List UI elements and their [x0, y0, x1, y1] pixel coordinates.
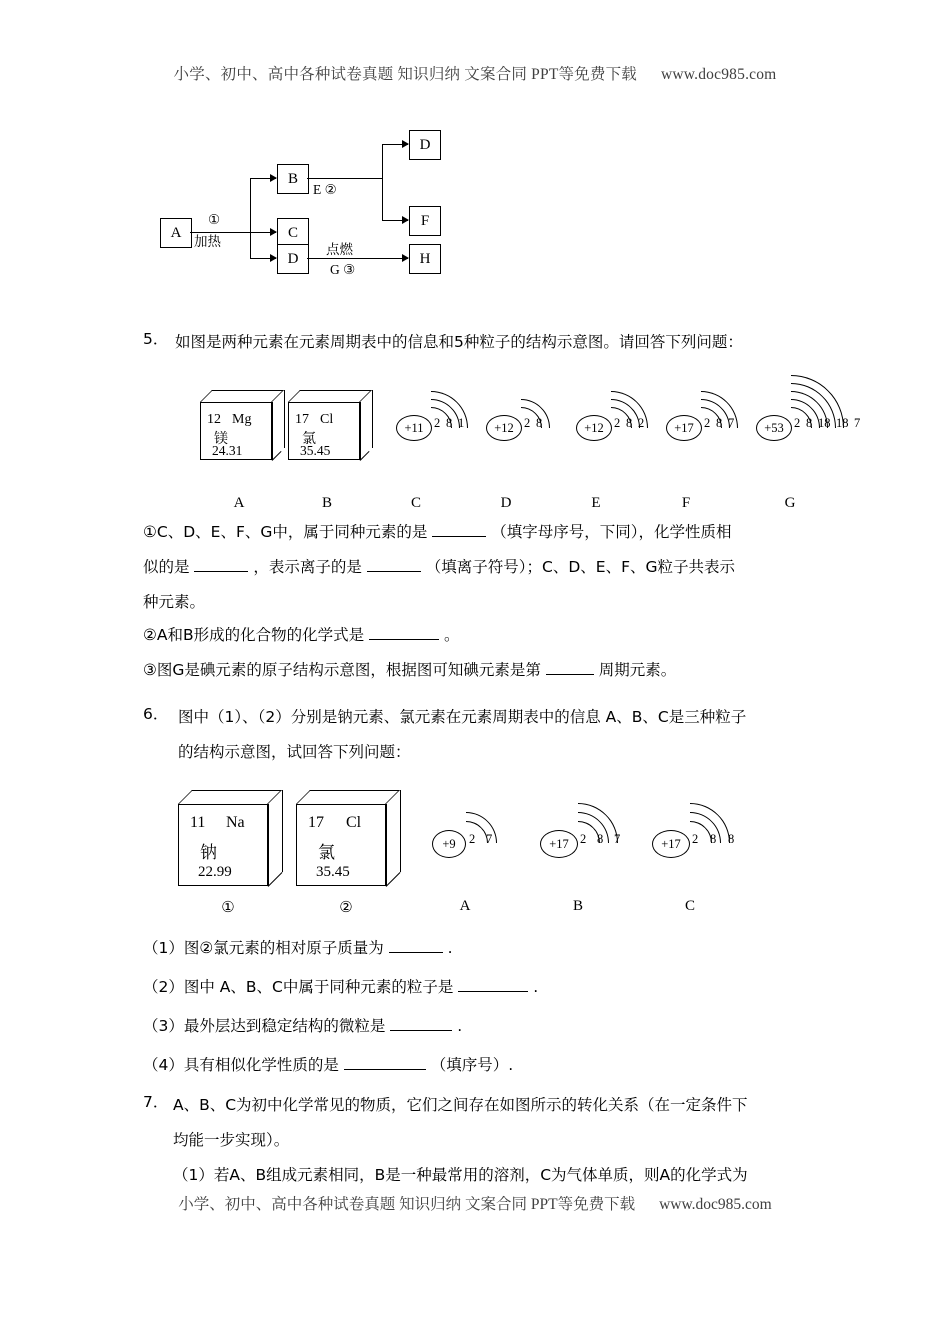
q5-atom-f-shell1: 8 [716, 416, 723, 430]
q6-atom-c-nucleus: +17 [652, 830, 690, 858]
q5-caption-b: B [321, 495, 332, 511]
q5-atom-g-shell3: 18 [836, 416, 849, 430]
q6-card0-number: 11 [190, 814, 206, 831]
q6-atom-b [540, 800, 650, 900]
q5-atom-e-shell0: 2 [614, 416, 621, 430]
watermark-bottom [0, 1192, 950, 1214]
q5-blank-3[interactable] [367, 557, 421, 572]
q5-card0-symbol: Mg [232, 412, 252, 427]
q5-sub2-text-b: 。 [444, 626, 460, 644]
q5-sub1-text-a: ①C、D、E、F、G中，属于同种元素的是 [143, 523, 428, 541]
q5-number: 5． [143, 330, 169, 348]
flow-arrow-d [270, 254, 277, 262]
q5-atom-e-nucleus: +12 [576, 415, 612, 441]
q5-stem: 如图是两种元素在元素周期表中的信息和5种粒子的结构示意图。请回答下列问题： [175, 333, 743, 351]
q5-atom-g-nucleus: +53 [756, 415, 792, 441]
flow-box-c: C [277, 218, 309, 248]
q6-card1-number: 17 [308, 814, 324, 831]
q7-stem-line1: A、B、C为初中化学常见的物质，它们之间存在如图所示的转化关系（在一定条件下 [173, 1096, 748, 1114]
q5-blank-2[interactable] [194, 557, 248, 572]
q6-atom-b-shell0: 2 [580, 832, 587, 846]
q6-number: 6． [143, 705, 169, 723]
q6-atom-a-shell1: 7 [486, 832, 493, 846]
q5-atom-d-shell1: 8 [536, 416, 543, 430]
q5-card0-name: 镁 [214, 431, 228, 447]
flow-arrow-d2 [402, 140, 409, 148]
flow-line-b-right [307, 178, 382, 179]
q5-caption-a: A [233, 495, 245, 511]
q6-card1-name: 氯 [318, 843, 335, 863]
q6-sub4 [143, 1050, 883, 1081]
q5-sub2-text-a: ②A和B形成的化合物的化学式是 [143, 626, 365, 644]
q6-blank-2[interactable] [458, 977, 528, 992]
q5-atom-f-shell0: 2 [704, 416, 711, 430]
q6-sub3 [143, 1011, 883, 1042]
q5-sub1-text-e: （填离子符号）；C、D、E、F、G粒子共表示 [425, 558, 736, 576]
q6-caption-a: A [459, 898, 471, 914]
flow-box-b: B [277, 164, 309, 194]
q5-sub1-text-d: ，表示离子的是 [253, 558, 362, 576]
q6-element-card-na [178, 790, 288, 900]
q5-atom-d-nucleus: +12 [486, 415, 522, 441]
q5-atom-e [576, 375, 668, 485]
q5-caption-e: E [591, 495, 601, 511]
q6-blank-3[interactable] [390, 1016, 452, 1031]
q6-atom-a-nucleus: +9 [432, 830, 466, 858]
q7-number: 7． [143, 1093, 169, 1111]
q6-sub1-text-a: （1）图②氯元素的相对原子质量为 [143, 939, 384, 957]
q5-element-card-cl [288, 390, 378, 470]
q5-atom-g-shell4: 7 [854, 416, 861, 430]
q6-atom-b-shell2: 7 [614, 832, 621, 846]
q6-card0-symbol: Na [226, 814, 245, 831]
q5-card0-mass: 24.31 [212, 443, 243, 458]
q5-atom-c-shell0: 2 [434, 416, 441, 430]
q5-sub2 [143, 620, 883, 651]
flow-box-d1: D [277, 244, 309, 274]
q5-sub1-line1 [143, 517, 883, 548]
q5-element-card-mg [200, 390, 290, 470]
q6-sub4-text-b: （填序号）. [430, 1056, 514, 1074]
watermark-bottom-text: 小学、初中、高中各种试卷真题 知识归纳 文案合同 PPT等免费下载 [178, 1196, 636, 1213]
q5-sub3-text-b: 周期元素。 [598, 661, 677, 679]
flow-label-heat: 加热 [194, 234, 221, 250]
flow-box-h: H [409, 244, 441, 274]
watermark-bottom-url: www.doc985.com [659, 1196, 772, 1213]
q7-stem-line2: 均能一步实现）。 [173, 1131, 290, 1149]
q5-caption-c: C [410, 495, 421, 511]
q5-atom-f-nucleus: +17 [666, 415, 702, 441]
q6-atom-c-shell1: 8 [710, 832, 717, 846]
q6-sub2 [143, 972, 883, 1003]
q6-stem-line1: 图中（1）、（2）分别是钠元素、氯元素在元素周期表中的信息 A、B、C是三种粒子 [178, 708, 747, 726]
q5-atom-d [486, 375, 578, 485]
q5-caption-g: G [784, 495, 796, 511]
watermark-url: www.doc985.com [660, 66, 777, 83]
flow-label-step1: ① [208, 212, 221, 227]
q5-card1-number: 17 [295, 412, 309, 427]
q5-caption-f: F [681, 495, 691, 511]
q5-caption-d: D [500, 495, 512, 511]
flow-split-right [382, 144, 383, 220]
flow-box-a: A [160, 218, 192, 248]
q6-blank-1[interactable] [389, 938, 443, 953]
q5-blank-1[interactable] [432, 522, 486, 537]
q6-card1-symbol: Cl [346, 814, 362, 831]
q5-atom-e-shell2: 2 [638, 416, 645, 430]
flow-arrow-f [402, 216, 409, 224]
q6-atom-c-shell2: 8 [728, 832, 735, 846]
q6-atom-c-shell0: 2 [692, 832, 699, 846]
flow-box-f: F [409, 206, 441, 236]
q5-atom-d-shell0: 2 [524, 416, 531, 430]
q6-caption-c: C [684, 898, 695, 914]
q5-sub1-text-c: 似的是 [143, 558, 190, 576]
flow-arrow-c [270, 228, 277, 236]
q6-sub1 [143, 933, 883, 964]
q6-atom-b-shell1: 8 [597, 832, 604, 846]
q5-sub1-text-f: 种元素。 [143, 593, 206, 611]
q5-card1-mass: 35.45 [300, 443, 331, 458]
flow-box-d2: D [409, 130, 441, 160]
q5-sub1-line3 [143, 587, 883, 618]
flow-label-ignite: 点燃 [326, 242, 353, 258]
q5-atom-c [396, 375, 488, 485]
q6-atom-a-shell0: 2 [469, 832, 476, 846]
flow-line-d-right [307, 258, 408, 259]
q6-atom-a [432, 800, 532, 900]
q5-sub3-text-a: ③图G是碘元素的原子结构示意图，根据图可知碘元素是第 [143, 661, 541, 679]
q6-atom-c [652, 800, 762, 900]
q6-sub1-text-b: . [447, 939, 453, 957]
q5-sub1-text-b: （填字母序号，下同），化学性质相 [491, 523, 732, 541]
q5-blank-4[interactable] [369, 625, 439, 640]
flow-arrow-b [270, 174, 277, 182]
q5-atom-g-shell2: 18 [818, 416, 831, 430]
q6-card0-name: 钠 [200, 843, 217, 863]
q6-blank-4[interactable] [344, 1055, 426, 1070]
q5-card1-symbol: Cl [320, 412, 334, 427]
q6-caption-1: ① [221, 900, 235, 916]
q6-sub2-text-b: . [533, 978, 539, 996]
q5-atom-g-shell0: 2 [794, 416, 801, 430]
q5-sub3 [143, 655, 883, 686]
q6-card0-mass: 22.99 [198, 864, 232, 880]
q6-element-card-cl [296, 790, 406, 900]
q7-sub1: （1）若A、B组成元素相同，B是一种最常用的溶剂，C为气体单质，则A的化学式为 [173, 1166, 748, 1184]
flow-arrow-h [402, 254, 409, 262]
q5-atom-c-nucleus: +11 [396, 415, 432, 441]
q6-caption-2: ② [339, 900, 353, 916]
q6-sub3-text-a: （3）最外层达到稳定结构的微粒是 [143, 1017, 386, 1035]
q5-sub1-line2 [143, 552, 883, 583]
q5-card0-number: 12 [207, 412, 221, 427]
q5-atom-g-shell1: 8 [806, 416, 813, 430]
q5-card1-name: 氯 [302, 431, 316, 447]
q5-atom-c-shell2: 1 [458, 416, 465, 430]
q5-atom-c-shell1: 8 [446, 416, 453, 430]
q6-card1-mass: 35.45 [316, 864, 350, 880]
flow-label-g3: G ③ [330, 262, 356, 277]
q5-blank-5[interactable] [546, 660, 594, 675]
watermark-top [0, 62, 950, 84]
q6-stem-line2: 的结构示意图，试回答下列问题： [178, 743, 411, 761]
flow-split-vertical [250, 178, 251, 258]
flow-diagram [150, 130, 480, 300]
q6-sub3-text-b: . [457, 1017, 463, 1035]
watermark-text: 小学、初中、高中各种试卷真题 知识归纳 文案合同 PPT等免费下载 [173, 66, 637, 83]
q5-atom-g [756, 365, 896, 490]
flow-label-e2: E ② [313, 182, 337, 197]
q6-sub4-text-a: （4）具有相似化学性质的是 [143, 1056, 339, 1074]
q5-atom-e-shell1: 8 [626, 416, 633, 430]
q6-sub2-text-a: （2）图中 A、B、C中属于同种元素的粒子是 [143, 978, 454, 996]
q5-atom-f-shell2: 7 [728, 416, 735, 430]
q6-atom-b-nucleus: +17 [540, 830, 578, 858]
q6-caption-b: B [572, 898, 583, 914]
